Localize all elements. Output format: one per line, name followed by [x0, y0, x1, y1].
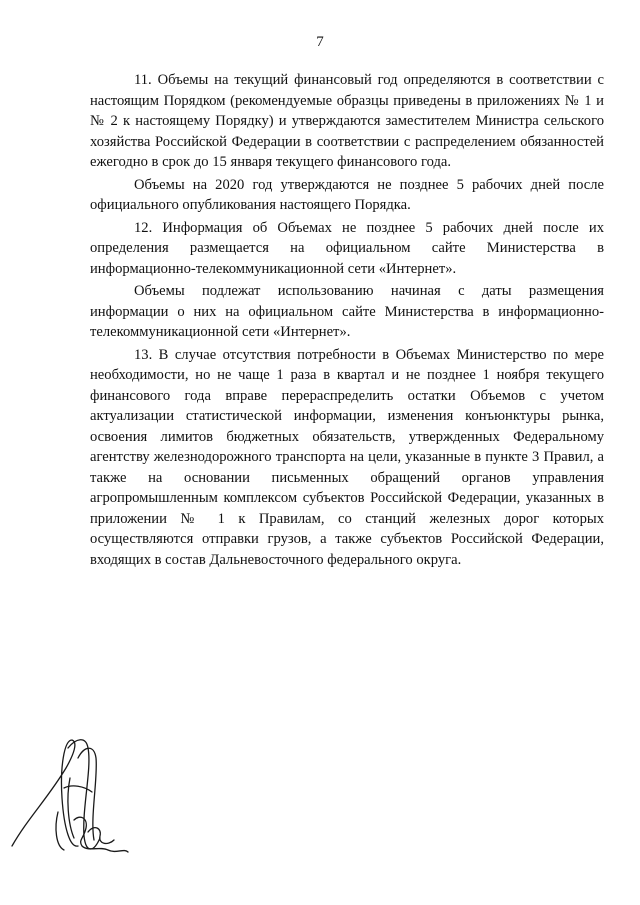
handwritten-signature-icon	[8, 728, 148, 868]
paragraph-11: 11. Объемы на текущий финансовый год определяются в соответствии с настоящим Порядком (рекомендуемые образцы приведены в приложениях № 1 и № 2 к настоящему Порядку) и утверждаются заместителем Министра сельского хозяйства Российской Федерации в соответствии с распределением обязанностей ежегодно в срок до 15 января текущего финансового года.	[90, 72, 604, 170]
paragraph-13: 13. В случае отсутствия потребности в Объемах Министерство по мере необходимости, но не чаще 1 раза в квартал и не позднее 1 ноября текущего финансового года вправе перераспределить остатки Объемов с учетом актуализации статистической информации, изменения конъюнктуры рынка, освоения лимитов бюджетных обязательств, утвержденных Федеральному агентству железнодорожного транспорта на цели, указанные в пункте 3 Правил, а также на основании письменных обращений органов управления агропромышленным комплексом субъектов Российской Федерации, указанных в приложении № 1 к Правилам, со станций железных дорог которых осуществляются отправки грузов, а также субъектов Российской Федерации, входящих в состав Дальневосточного федерального округа.	[90, 346, 604, 568]
paragraph-12: 12. Информация об Объемах не позднее 5 рабочих дней после их определения размещается на официальном сайте Министерства в информационно-телекоммуникационной сети «Интернет».	[90, 219, 604, 277]
page-number: 7	[316, 34, 324, 50]
paragraph-12-note: Объемы подлежат использованию начиная с даты размещения информации о них на официальном сайте Министерства в информационно-телекоммуникационной сети «Интернет».	[90, 283, 604, 340]
document-body	[90, 70, 604, 570]
paragraph-11-note: Объемы на 2020 год утверждаются не позднее 5 рабочих дней после официального опубликования настоящего Порядка.	[90, 176, 604, 213]
